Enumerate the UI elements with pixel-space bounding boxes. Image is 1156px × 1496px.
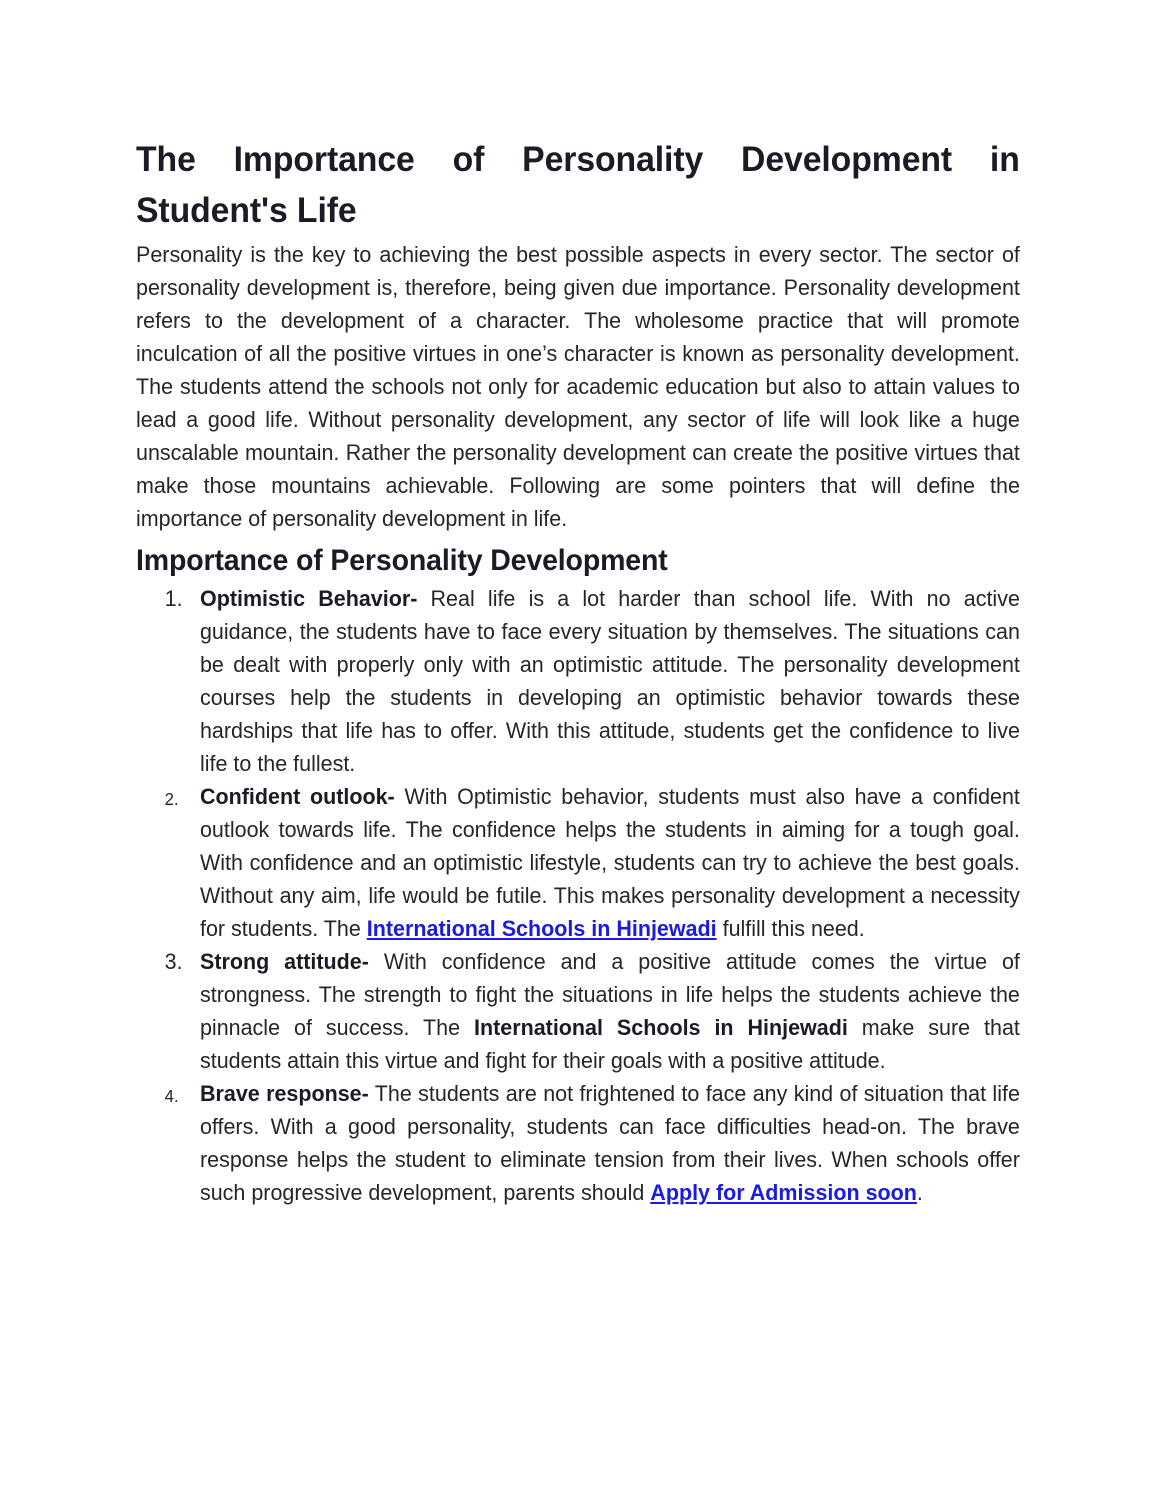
section-heading: Importance of Personality Development xyxy=(136,544,668,577)
emphasis-international-schools-in-hinjewadi: International Schools in Hinjewadi xyxy=(474,1015,848,1040)
importance-points-list xyxy=(136,582,1020,1209)
page-title xyxy=(136,134,1020,236)
list-item-number: 4. xyxy=(164,1086,179,1106)
list-item-lead: Confident outlook- xyxy=(199,784,395,809)
list-item-number: 1. xyxy=(164,586,183,611)
list-item-body: With Optimistic behavior, students must also have a confident outlook towards life. The confidence helps the students in aiming for a tough goal. With confidence and an optimistic lifestyle, students can try to achieve the best goals. Without any aim, life would be futile. This makes personality development a necessity for students. The xyxy=(199,784,1020,941)
list-item-body: With confidence and a positive attitude comes the virtue of strongness. The strength to fight the situations in life helps the students achieve the pinnacle of success. The xyxy=(199,949,1020,1040)
link-international-schools-in-hinjewadi[interactable]: International Schools in Hinjewadi xyxy=(366,916,717,941)
list-item xyxy=(136,1077,1020,1209)
list-item-body-tail: make sure that students attain this virtue and fight for their goals with a positive attitude. xyxy=(199,1015,1020,1073)
link-apply-for-admission-soon[interactable]: Apply for Admission soon xyxy=(650,1180,917,1205)
list-item-body-tail: fulfill this need. xyxy=(716,916,865,941)
list-item-number: 3. xyxy=(164,949,183,974)
list-item-lead: Optimistic Behavior- xyxy=(199,586,418,611)
list-item xyxy=(136,945,1020,1077)
list-item-lead: Brave response- xyxy=(199,1081,369,1106)
list-item-body: Real life is a lot harder than school life. With no active guidance, the students have to face every situation by themselves. The situations can be dealt with properly only with an optimistic attitude. The personality development courses help the students in developing an optimistic behavior towards these hardships that life has to offer. With this attitude, students get the confidence to live life to the fullest. xyxy=(199,586,1020,776)
list-item xyxy=(136,780,1020,945)
document-content xyxy=(136,134,1020,1209)
list-item-lead: Strong attitude- xyxy=(199,949,369,974)
list-item-number: 2. xyxy=(164,789,179,809)
page-title-line-2: Student's Life xyxy=(136,191,357,230)
page-title-line-1: The Importance of Personality Development in xyxy=(136,140,1020,179)
list-item xyxy=(136,582,1020,780)
list-item-body: The students are not frightened to face any kind of situation that life offers. With a good personality, students can face difficulties head-on. The brave response helps the student to eliminate tension from their lives. When schools offer such progressive development, parents should xyxy=(199,1081,1020,1205)
intro-paragraph: Personality is the key to achieving the best possible aspects in every sector. The sector of personality development is, therefore, being given due importance. Personality development refers to the development of a character. The wholesome practice that will promote inculcation of all the positive virtues in one’s character is known as personality development. The students attend the schools not only for academic education but also to attain values to lead a good life. Without personality development, any sector of life will look like a huge unscalable mountain. Rather the personality development can create the positive virtues that make those mountains achievable. Following are some pointers that will define the importance of personality development in life. xyxy=(136,242,1020,531)
list-item-body-tail: . xyxy=(916,1180,923,1205)
